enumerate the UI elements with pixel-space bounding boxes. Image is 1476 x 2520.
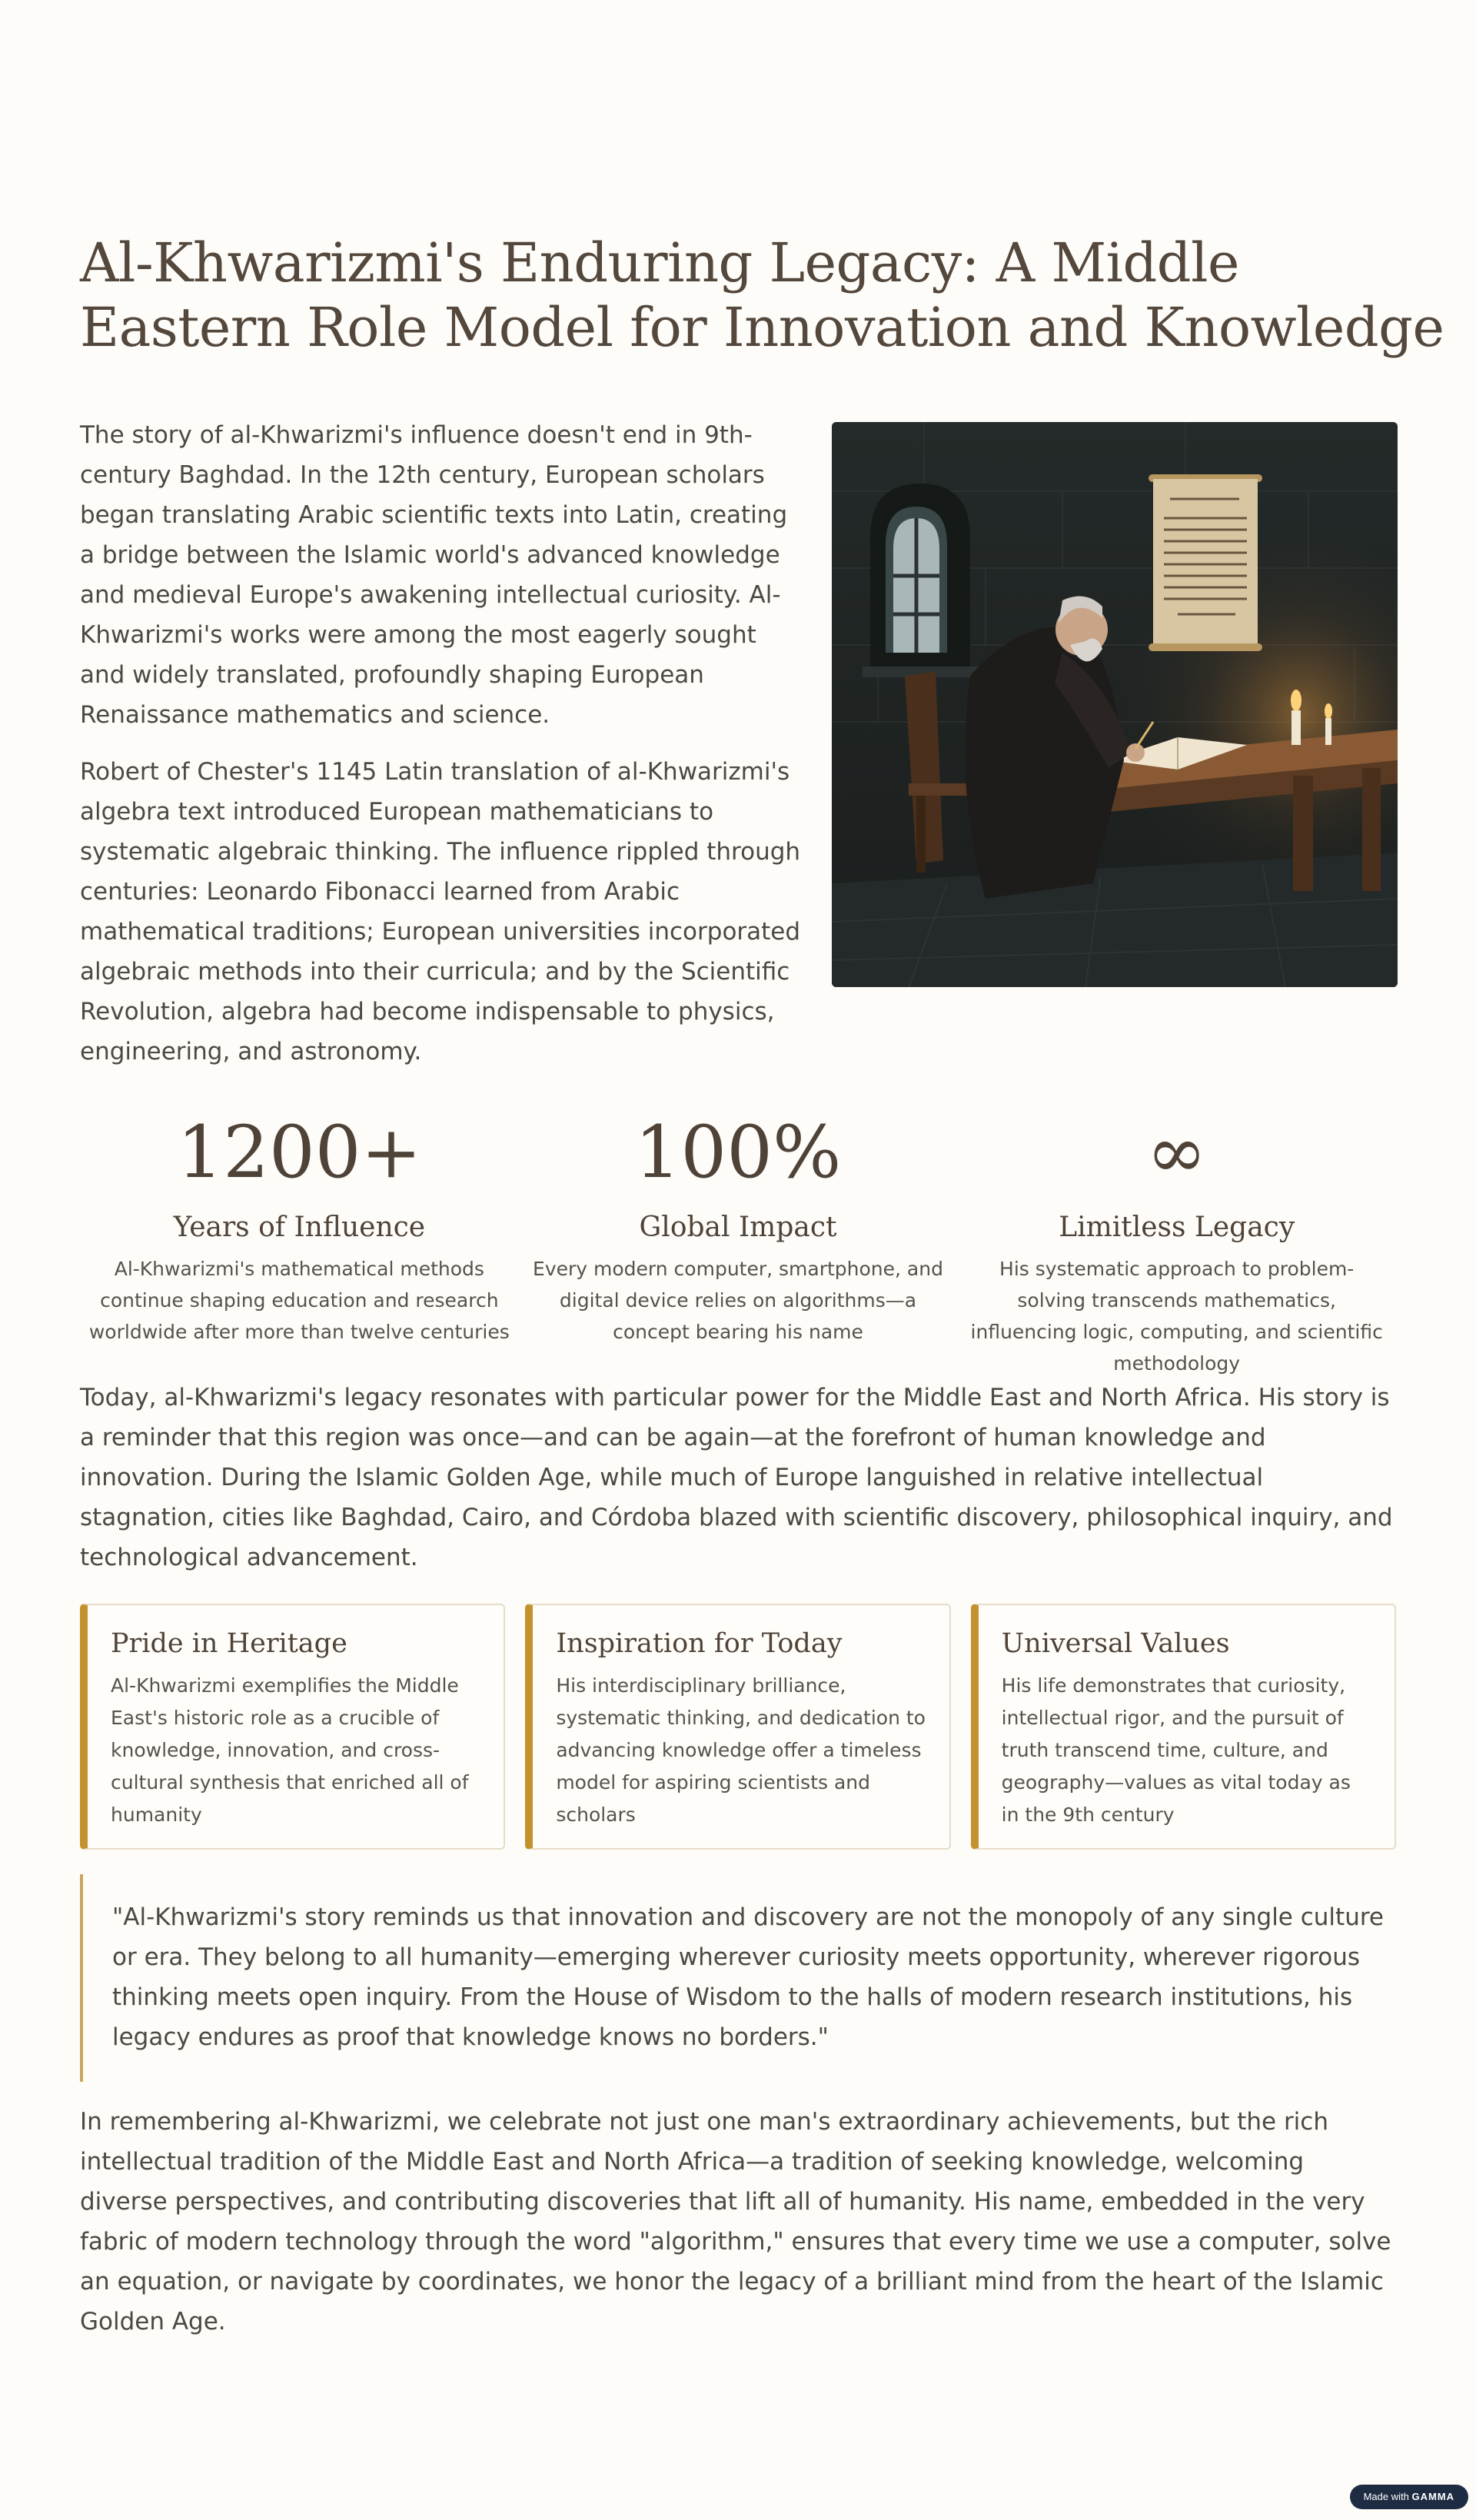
made-with-gamma-badge[interactable]: [1350, 2485, 1468, 2509]
stat-description: Every modern computer, smartphone, and digital device relies on algorithms—a concept bearing his name: [533, 1258, 943, 1343]
stat-years: [80, 1107, 519, 1379]
scholar-illustration: [832, 422, 1398, 987]
today-paragraph: Today, al-Khwarizmi's legacy resonates with particular power for the Middle East and North Africa. His story is a reminder that this region was once—and can be again—at the forefront of human knowledge and innovation. During the Islamic Golden Age, while much of Europe languished in relative intellectual stagnation, cities like Baghdad, Cairo, and Córdoba blazed with scientific discovery, philosophical inquiry, and technological advancement.: [80, 1384, 1393, 1571]
badge-prefix: Made with: [1363, 2491, 1409, 2502]
card-title: Pride in Heritage: [111, 1628, 347, 1659]
card-universal-values: [971, 1604, 1396, 1850]
stats-row: [80, 1107, 1396, 1379]
closing-paragraph: In remembering al-Khwarizmi, we celebrate not just one man's extraordinary achievements, but the rich intellectual tradition of the Middle East and North Africa—a tradition of seeking knowledge, welcoming diverse perspectives, and contributing discoveries that lift all of humanity. His name, embedded in the very fabric of modern technology through the word "algorithm," ensures that every time we use a computer, solve an equation, or navigate by coordinates, we honor the legacy of a brilliant mind from the heart of the Islamic Golden Age.: [80, 2108, 1391, 2335]
card-text: His life demonstrates that curiosity, intellectual rigor, and the pursuit of truth transcend time, culture, and geography—values as vital today as in the 9th century: [1001, 1674, 1351, 1826]
intro-paragraph-2: Robert of Chester's 1145 Latin translation of al-Khwarizmi's algebra text introduced European mathematicians to systematic algebraic thinking. The influence rippled through centuries: Leonardo Fibonacci learned from Arabic mathematical traditions; European universities incorporated algebraic methods into their curricula; and by the Scientific Revolution, algebra had become indispensable to physics, engineering, and astronomy.: [80, 758, 801, 1066]
scholar-illustration-svg: [832, 422, 1398, 987]
quote-text: "Al-Khwarizmi's story reminds us that innovation and discovery are not the monopoly of any single culture or era. They belong to all humanity—emerging wherever curiosity meets opportunity, wherever rigorous thinking meets open inquiry. From the House of Wisdom to the halls of modern research institutions, his legacy endures as proof that knowledge knows no borders.": [112, 1903, 1384, 2051]
intro-paragraph-1: The story of al-Khwarizmi's influence doesn't end in 9th-century Baghdad. In the 12th century, European scholars began translating Arabic scientific texts into Latin, creating a bridge between the Islamic world's advanced knowledge and medieval Europe's awakening intellectual curiosity. Al-Khwarizmi's works were among the most eagerly sought and widely translated, profoundly shaping European Renaissance mathematics and science.: [80, 421, 788, 729]
stat-title: Years of Influence: [173, 1212, 426, 1243]
pull-quote: [80, 1874, 1396, 2082]
stat-value: 1200+: [177, 1111, 422, 1195]
stat-title: Limitless Legacy: [1059, 1212, 1295, 1243]
page-title: Al-Khwarizmi's Enduring Legacy: A Middle Eastern Role Model for Innovation and Knowledge: [80, 231, 1444, 359]
card-text: Al-Khwarizmi exemplifies the Middle East's historic role as a crucible of knowledge, innovation, and cross-cultural synthesis that enriched all of humanity: [111, 1674, 469, 1826]
card-text: His interdisciplinary brilliance, systematic thinking, and dedication to advancing knowledge offer a timeless model for aspiring scientists and scholars: [556, 1674, 926, 1826]
stat-global-impact: [519, 1107, 958, 1379]
stat-description: His systematic approach to problem-solving transcends mathematics, influencing logic, computing, and scientific methodology: [970, 1258, 1383, 1375]
card-inspiration-for-today: [525, 1604, 950, 1850]
value-cards: [80, 1604, 1396, 1850]
stat-description: Al-Khwarizmi's mathematical methods continue shaping education and research worldwide after more than twelve centuries: [88, 1258, 510, 1343]
infinity-icon: ∞: [1146, 1111, 1207, 1195]
gamma-logo: GAMMA: [1411, 2491, 1454, 2502]
intro-text: [80, 415, 803, 1089]
card-title: Inspiration for Today: [556, 1628, 843, 1659]
stat-legacy: [957, 1107, 1396, 1379]
card-title: Universal Values: [1001, 1628, 1230, 1659]
stat-value: 100%: [634, 1111, 842, 1195]
stat-title: Global Impact: [639, 1212, 837, 1243]
card-pride-in-heritage: [80, 1604, 505, 1850]
